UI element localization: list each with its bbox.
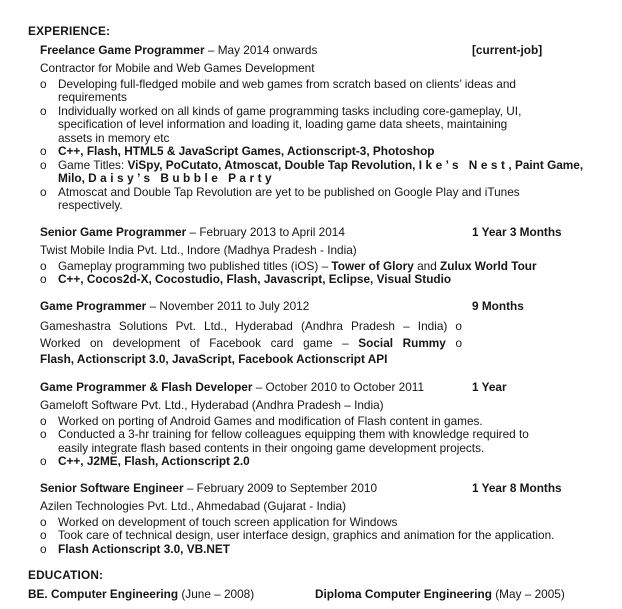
bullet-content <box>58 516 604 530</box>
bullet-marker: o <box>40 184 47 199</box>
job-duration: 1 Year 8 Months <box>472 480 562 495</box>
section-heading-experience: EXPERIENCE: <box>28 24 111 38</box>
text-run: Game Programmer <box>40 298 147 313</box>
text-run: specification of level information and loading it, loading game data sheets, maintaining <box>58 117 508 131</box>
text-run: Azilen Technologies Pvt. Ltd., Ahmedabad (Gujarat - India) <box>40 499 347 513</box>
text-run: Senior Game Programmer <box>40 224 187 239</box>
text-run: Worked on porting of Android Games and modification of Flash content in games. <box>58 413 483 428</box>
job-entry <box>40 44 604 213</box>
bullet-content <box>58 260 604 274</box>
text-line <box>58 442 604 456</box>
bullet-item <box>40 516 604 530</box>
text-line <box>58 428 604 442</box>
text-run: Game Programmer & Flash Developer <box>40 379 253 394</box>
text-run: respectively. <box>58 198 123 212</box>
text-line <box>58 273 604 287</box>
company-line <box>40 62 604 76</box>
text-run: Game Titles: <box>58 157 128 172</box>
text-run: Flash, Actionscript 3.0, JavaScript, Facebook Actionscript API <box>40 352 388 366</box>
text-run: Tower of Glory <box>331 258 414 273</box>
job-duration: 1 Year 3 Months <box>472 224 562 239</box>
bullet-content <box>58 159 604 186</box>
bullet-marker: o <box>40 413 47 428</box>
text-run: Worked on development of touch screen application for Windows <box>58 514 398 529</box>
bullet-item <box>40 543 604 557</box>
bullet-item <box>40 415 604 429</box>
text-run: Ike’s Nest <box>418 157 509 172</box>
job-duration: [current-job] <box>472 42 543 57</box>
text-line <box>58 529 604 543</box>
text-run: Daisy’s Bubble Party <box>88 171 276 185</box>
text-line <box>58 118 604 132</box>
bullet-marker: o <box>40 272 47 286</box>
text-run: assets in memory etc <box>58 130 170 145</box>
job-entry <box>40 300 604 368</box>
company-line <box>40 500 604 514</box>
text-run: Developing full-fledged mobile and web games from scratch based on clients’ ideas and <box>58 76 516 91</box>
text-line <box>58 199 604 213</box>
job-duration: 1 Year <box>472 379 507 394</box>
bullet-content <box>58 78 604 105</box>
text-run: Milo, <box>58 171 89 185</box>
education-row <box>28 588 604 602</box>
text-run: Gameloft Software Pvt. Ltd., Hyderabad (Andhra Pradesh – India) <box>40 398 384 412</box>
bullet-content <box>58 543 604 557</box>
text-line <box>58 186 604 200</box>
text-run: ViSpy, PoCutato, Atmoscat, Double Tap Revolution, <box>127 157 419 172</box>
bullet-marker: o <box>40 157 47 172</box>
job-title-row <box>40 381 604 395</box>
text-run: Took care of technical design, user interface design, graphics and animation for the application. <box>58 528 555 542</box>
text-run: – February 2009 to September 2010 <box>183 480 378 495</box>
text-run: Zulux World Tour <box>440 258 537 273</box>
text-run: – November 2011 to July 2012 <box>146 298 310 313</box>
text-run: , Paint Game, <box>508 157 584 172</box>
job-title <box>40 481 377 495</box>
text-run: (June – 2008) <box>178 586 255 601</box>
bullet-item <box>40 159 604 186</box>
bullet-content <box>58 428 604 455</box>
education-item <box>315 588 565 602</box>
text-line <box>58 543 604 557</box>
education-item <box>28 588 315 602</box>
bullet-marker: o <box>40 76 47 91</box>
job-title <box>40 43 317 57</box>
bullet-marker: o <box>40 258 47 273</box>
text-line <box>40 351 462 368</box>
text-run: and <box>413 258 441 273</box>
text-run: C++, J2ME, Flash, Actionscript 2.0 <box>58 454 250 468</box>
text-run: Conducted a 3-hr training for fellow colleagues equipping them with knowledge required to <box>58 427 529 441</box>
bullet-content <box>58 273 604 287</box>
bullet-item <box>40 105 604 146</box>
job-entry <box>40 381 604 469</box>
text-line <box>58 132 604 146</box>
bullet-marker: o <box>40 427 47 441</box>
bullet-item <box>40 428 604 455</box>
job-title-row <box>40 226 604 240</box>
text-run: Flash Actionscript 3.0, VB.NET <box>58 541 230 556</box>
text-run: Freelance Game Programmer <box>40 42 205 57</box>
text-run: Gameplay programming two published titles (iOS) – <box>58 258 332 273</box>
bullet-content <box>58 455 604 469</box>
section-education <box>28 569 604 601</box>
text-line <box>58 145 604 159</box>
bullet-item <box>40 455 604 469</box>
job-title-row <box>40 482 604 496</box>
text-run: Individually worked on all kinds of game programming tasks including core-gameplay, UI, <box>58 103 522 118</box>
text-run: Gameshastra Solutions Pvt. Ltd., Hyderabad (Andhra Pradesh – India) o <box>40 319 462 333</box>
text-run: – May 2014 onwards <box>204 42 318 57</box>
bullet-marker: o <box>40 528 47 542</box>
bullet-item <box>40 260 604 274</box>
text-run: BE. Computer Engineering <box>28 586 179 601</box>
text-run: easily integrate flash based contents in their ongoing game development projects. <box>58 440 485 455</box>
text-line <box>58 91 604 105</box>
text-line <box>58 260 604 274</box>
bullet-content <box>58 529 604 543</box>
job-entry <box>40 482 604 557</box>
text-run: requirements <box>58 90 127 104</box>
bullet-content <box>58 105 604 146</box>
text-line <box>40 318 462 335</box>
bullet-item <box>40 529 604 543</box>
job-title <box>40 299 309 313</box>
job-title-row <box>40 300 604 314</box>
justified-paragraph <box>40 318 462 368</box>
text-line <box>58 159 604 173</box>
job-title <box>40 380 424 394</box>
bullet-content <box>58 186 604 213</box>
text-run: Senior Software Engineer <box>40 480 184 495</box>
text-run: – October 2010 to October 2011 <box>252 379 425 394</box>
bullet-marker: o <box>40 103 47 118</box>
text-line <box>58 172 604 186</box>
job-title-row <box>40 44 604 58</box>
bullet-marker: o <box>40 144 47 158</box>
company-line <box>40 244 604 258</box>
text-run: C++, Flash, HTML5 & JavaScript Games, Actionscript-3, Photoshop <box>58 144 435 158</box>
text-run: (May – 2005) <box>491 586 565 601</box>
text-run: Worked on development of Facebook card game – <box>40 335 359 350</box>
text-run: Twist Mobile India Pvt. Ltd., Indore (Madhya Pradesh - India) <box>40 243 357 257</box>
text-line <box>58 455 604 469</box>
text-run: Social Rummy <box>358 335 446 350</box>
bullet-content <box>58 415 604 429</box>
company-line <box>40 399 604 413</box>
bullet-marker: o <box>40 454 47 468</box>
job-title <box>40 225 345 239</box>
text-run: Atmoscat and Double Tap Revolution are yet to be published on Google Play and iTunes <box>58 184 520 199</box>
text-run: Contractor for Mobile and Web Games Development <box>40 61 315 75</box>
bullet-content <box>58 145 604 159</box>
text-run: – February 2013 to April 2014 <box>186 224 345 239</box>
text-run: o <box>445 335 462 350</box>
bullet-item <box>40 186 604 213</box>
text-run: C++, Cocos2d-X, Cocostudio, Flash, Javascript, Eclipse, Visual Studio <box>58 272 452 286</box>
job-entry <box>40 226 604 287</box>
text-line <box>58 78 604 92</box>
text-line <box>58 516 604 530</box>
text-line <box>58 415 604 429</box>
text-run: Diploma Computer Engineering <box>315 586 492 601</box>
text-line <box>58 105 604 119</box>
bullet-marker: o <box>40 541 47 556</box>
job-duration: 9 Months <box>472 298 524 313</box>
text-line <box>40 335 462 352</box>
bullet-item <box>40 78 604 105</box>
section-heading-education: EDUCATION: <box>28 568 104 582</box>
bullet-item <box>40 273 604 287</box>
section-experience <box>28 25 604 556</box>
bullet-marker: o <box>40 514 47 529</box>
bullet-item <box>40 145 604 159</box>
